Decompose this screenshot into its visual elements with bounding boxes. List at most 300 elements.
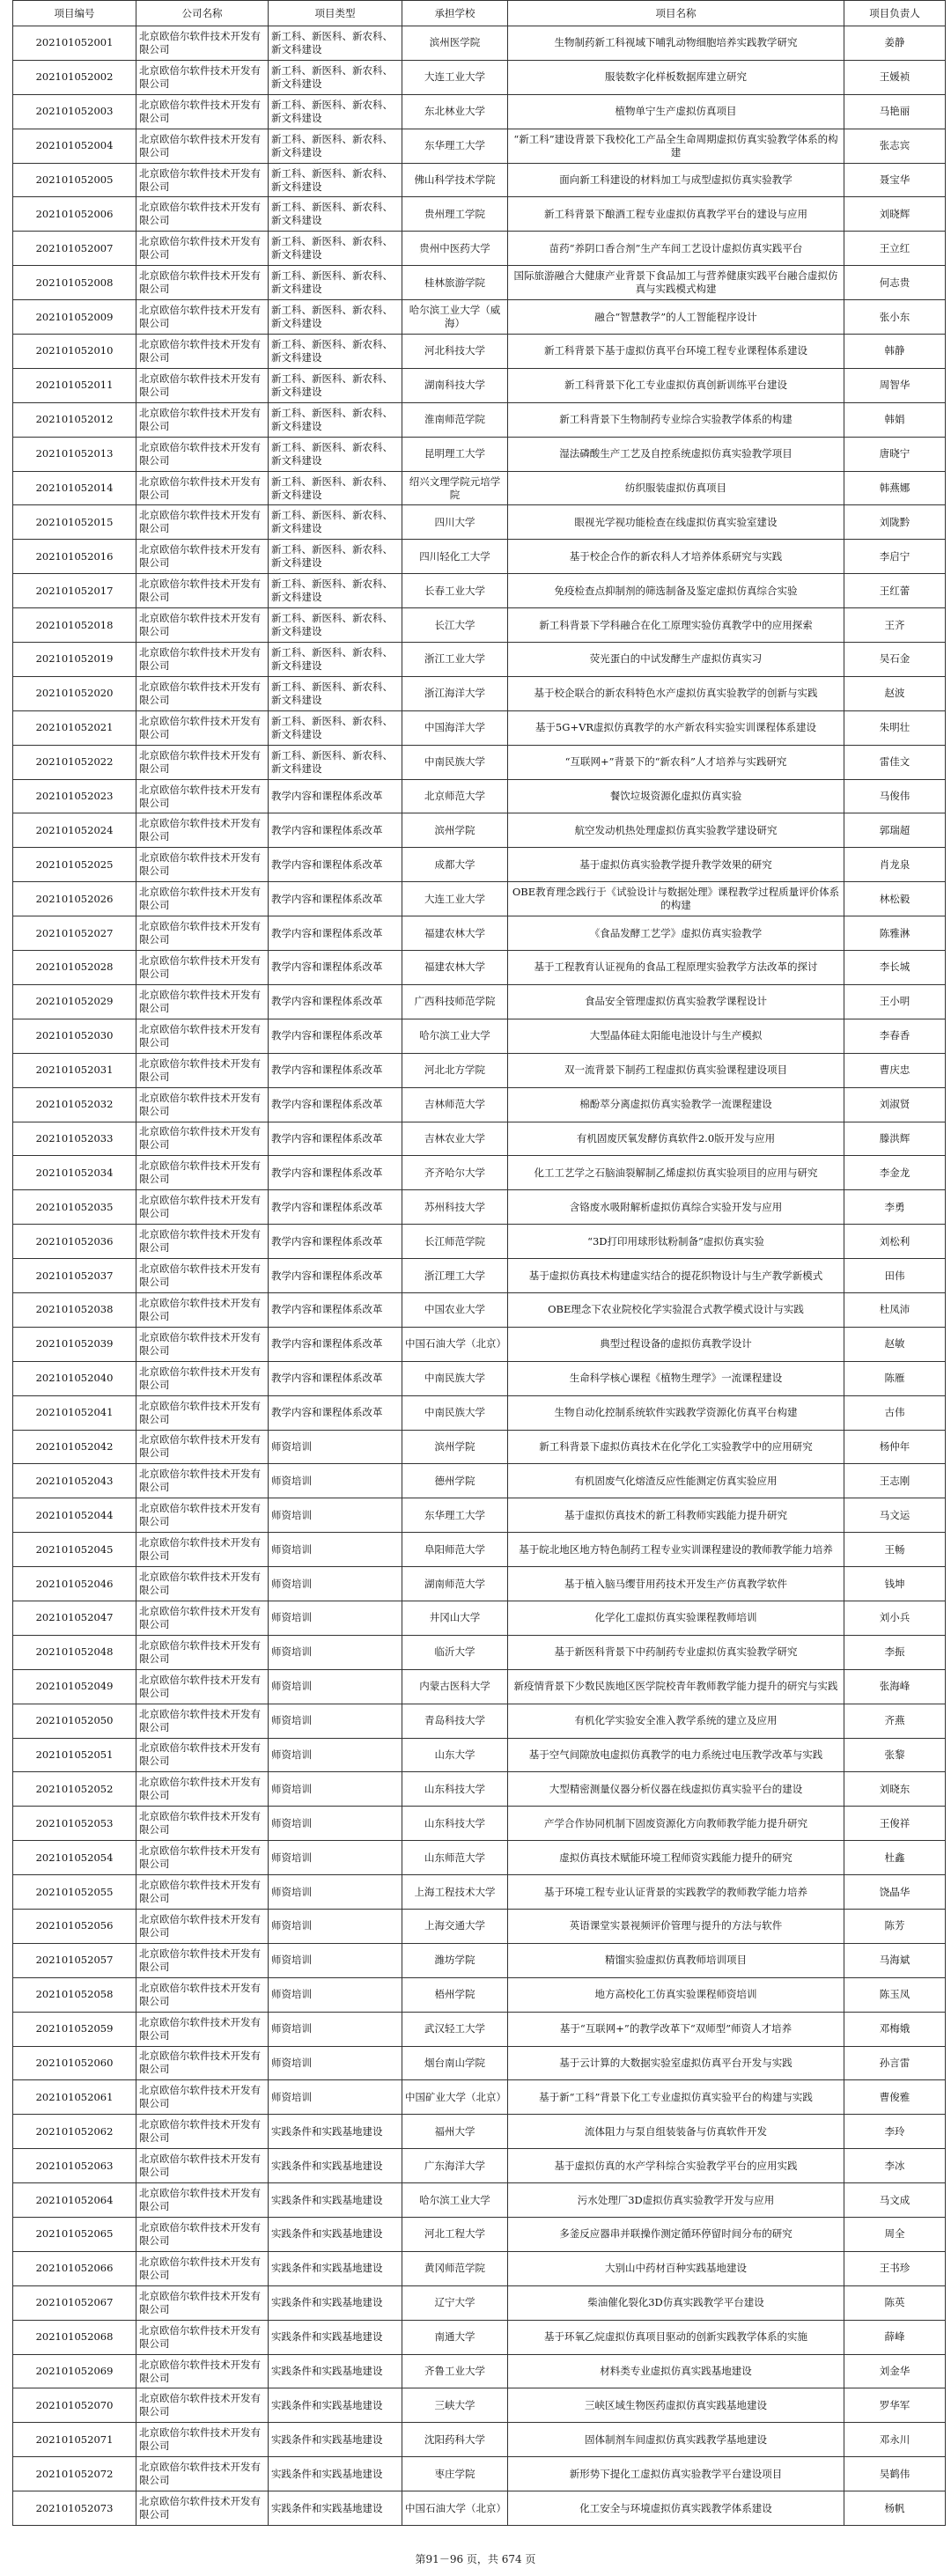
cell-leader: 王红蕾 [844, 574, 946, 608]
cell-company: 北京欧倍尔软件技术开发有限公司 [136, 1841, 269, 1875]
cell-leader: 田伟 [844, 1259, 946, 1293]
cell-company: 北京欧倍尔软件技术开发有限公司 [136, 505, 269, 540]
cell-project-id: 202101052054 [13, 1841, 136, 1875]
cell-leader: 林松毅 [844, 882, 946, 916]
table-row [13, 1053, 946, 1087]
cell-company: 北京欧倍尔软件技术开发有限公司 [136, 437, 269, 471]
cell-company: 北京欧倍尔软件技术开发有限公司 [136, 300, 269, 335]
cell-school: 东华理工大学 [402, 129, 508, 163]
cell-project-name: 有机固废气化熔渣反应性能测定仿真实验应用 [508, 1464, 844, 1498]
cell-school: 滨州学院 [402, 813, 508, 848]
cell-leader: 罗华军 [844, 2388, 946, 2423]
cell-project-type: 教学内容和课程体系改革 [269, 1361, 402, 1395]
cell-company: 北京欧倍尔软件技术开发有限公司 [136, 232, 269, 266]
cell-project-name: 棉酚萃分离虚拟仿真实验教学一流课程建设 [508, 1087, 844, 1122]
cell-school: 东北林业大学 [402, 94, 508, 129]
cell-project-id: 202101052016 [13, 540, 136, 574]
cell-project-name: 餐饮垃圾资源化虚拟仿真实验 [508, 779, 844, 813]
cell-school: 福建农林大学 [402, 916, 508, 951]
table-row [13, 2218, 946, 2252]
cell-school: 哈尔滨工业大学 [402, 1019, 508, 1053]
cell-project-type: 师资培训 [269, 1567, 402, 1601]
cell-project-id: 202101052022 [13, 745, 136, 779]
cell-company: 北京欧倍尔软件技术开发有限公司 [136, 1498, 269, 1533]
cell-project-name: 荧光蛋白的中试发酵生产虚拟仿真实习 [508, 643, 844, 677]
cell-project-id: 202101052040 [13, 1361, 136, 1395]
cell-project-id: 202101052021 [13, 710, 136, 745]
cell-project-name: 英语课堂实景视频评价管理与提升的方法与软件 [508, 1909, 844, 1943]
cell-company: 北京欧倍尔软件技术开发有限公司 [136, 1464, 269, 1498]
cell-company: 北京欧倍尔软件技术开发有限公司 [136, 1019, 269, 1053]
table-row [13, 2012, 946, 2046]
cell-leader: 刘淑贤 [844, 1087, 946, 1122]
cell-project-id: 202101052011 [13, 368, 136, 402]
table-row [13, 129, 946, 163]
cell-leader: 张志宾 [844, 129, 946, 163]
cell-project-name: 植物单宁生产虚拟仿真项目 [508, 94, 844, 129]
table-row [13, 1977, 946, 2012]
cell-school: 青岛科技大学 [402, 1704, 508, 1738]
cell-project-name: OBE理念下农业院校化学实验混合式教学模式设计与实践 [508, 1292, 844, 1327]
cell-project-type: 实践条件和实践基地建设 [269, 2491, 402, 2526]
cell-company: 北京欧倍尔软件技术开发有限公司 [136, 1087, 269, 1122]
cell-company: 北京欧倍尔软件技术开发有限公司 [136, 197, 269, 232]
cell-company: 北京欧倍尔软件技术开发有限公司 [136, 1053, 269, 1087]
table-row [13, 1635, 946, 1669]
cell-project-type: 师资培训 [269, 1704, 402, 1738]
cell-project-type: 教学内容和课程体系改革 [269, 951, 402, 985]
cell-project-type: 实践条件和实践基地建设 [269, 2149, 402, 2183]
cell-project-type: 师资培训 [269, 1533, 402, 1567]
cell-project-name: 精馏实验虚拟仿真教师培训项目 [508, 1943, 844, 1977]
cell-leader: 薛峰 [844, 2320, 946, 2354]
cell-project-name: 融合“智慧教学”的人工智能程序设计 [508, 300, 844, 335]
cell-company: 北京欧倍尔软件技术开发有限公司 [136, 266, 269, 300]
cell-leader: 马文运 [844, 1498, 946, 1533]
cell-project-type: 新工科、新医科、新农科、新文科建设 [269, 608, 402, 643]
cell-leader: 赵敏 [844, 1327, 946, 1361]
cell-project-name: 基于校企联合的新农科特色水产虚拟仿真实验教学的创新与实践 [508, 676, 844, 710]
cell-leader: 古伟 [844, 1395, 946, 1430]
cell-project-type: 教学内容和课程体系改革 [269, 1122, 402, 1156]
cell-project-name: “3D打印用球形钛粉制备”虚拟仿真实验 [508, 1225, 844, 1259]
cell-school: 中南民族大学 [402, 1395, 508, 1430]
cell-school: 浙江海洋大学 [402, 676, 508, 710]
cell-company: 北京欧倍尔软件技术开发有限公司 [136, 1292, 269, 1327]
cell-project-type: 新工科、新医科、新农科、新文科建设 [269, 335, 402, 369]
cell-school: 河北科技大学 [402, 335, 508, 369]
table-row [13, 1156, 946, 1190]
table-row [13, 2285, 946, 2320]
cell-project-name: OBE教育理念践行于《试验设计与数据处理》课程教学过程质量评价体系的构建 [508, 882, 844, 916]
cell-school: 烟台南山学院 [402, 2046, 508, 2080]
cell-leader: 唐晓宁 [844, 437, 946, 471]
cell-school: 齐鲁工业大学 [402, 2354, 508, 2388]
table-row [13, 2251, 946, 2285]
table-row [13, 882, 946, 916]
cell-project-name: 典型过程设备的虚拟仿真教学设计 [508, 1327, 844, 1361]
cell-project-type: 实践条件和实践基地建设 [269, 2115, 402, 2149]
table-row [13, 2320, 946, 2354]
cell-company: 北京欧倍尔软件技术开发有限公司 [136, 676, 269, 710]
cell-project-name: 化工工艺学之石脑油裂解制乙烯虚拟仿真实验项目的应用与研究 [508, 1156, 844, 1190]
cell-project-name: 柴油催化裂化3D仿真实践教学平台建设 [508, 2285, 844, 2320]
cell-leader: 王媛祯 [844, 60, 946, 94]
cell-school: 山东师范大学 [402, 1841, 508, 1875]
cell-project-name: 生物自动化控制系统软件实践教学资源化仿真平台构建 [508, 1395, 844, 1430]
cell-project-type: 新工科、新医科、新农科、新文科建设 [269, 505, 402, 540]
header-school: 承担学校 [402, 1, 508, 26]
cell-project-id: 202101052037 [13, 1259, 136, 1293]
table-row [13, 2388, 946, 2423]
cell-school: 长江师范学院 [402, 1225, 508, 1259]
cell-leader: 刘晓东 [844, 1772, 946, 1807]
cell-project-id: 202101052052 [13, 1772, 136, 1807]
table-row [13, 745, 946, 779]
cell-company: 北京欧倍尔软件技术开发有限公司 [136, 2285, 269, 2320]
cell-company: 北京欧倍尔软件技术开发有限公司 [136, 2354, 269, 2388]
cell-project-type: 新工科、新医科、新农科、新文科建设 [269, 574, 402, 608]
cell-leader: 杜鑫 [844, 1841, 946, 1875]
cell-company: 北京欧倍尔软件技术开发有限公司 [136, 1807, 269, 1841]
cell-company: 北京欧倍尔软件技术开发有限公司 [136, 2012, 269, 2046]
cell-project-id: 202101052032 [13, 1087, 136, 1122]
cell-project-id: 202101052005 [13, 163, 136, 197]
table-row [13, 402, 946, 437]
cell-project-name: 固体制剂车间虚拟仿真实践教学基地建设 [508, 2423, 844, 2457]
table-row [13, 1669, 946, 1704]
cell-company: 北京欧倍尔软件技术开发有限公司 [136, 2423, 269, 2457]
cell-leader: 曹庆忠 [844, 1053, 946, 1087]
cell-project-type: 教学内容和课程体系改革 [269, 1259, 402, 1293]
table-row [13, 1533, 946, 1567]
table-row [13, 60, 946, 94]
cell-company: 北京欧倍尔软件技术开发有限公司 [136, 2457, 269, 2491]
cell-project-id: 202101052042 [13, 1430, 136, 1464]
table-row [13, 2423, 946, 2457]
cell-company: 北京欧倍尔软件技术开发有限公司 [136, 951, 269, 985]
cell-project-type: 教学内容和课程体系改革 [269, 1395, 402, 1430]
table-row [13, 1738, 946, 1772]
cell-leader: 杨帆 [844, 2491, 946, 2526]
cell-project-name: 生命科学核心课程《植物生理学》一流课程建设 [508, 1361, 844, 1395]
cell-company: 北京欧倍尔软件技术开发有限公司 [136, 882, 269, 916]
cell-project-name: 材料类专业虚拟仿真实践基地建设 [508, 2354, 844, 2388]
cell-school: 长春工业大学 [402, 574, 508, 608]
cell-project-name: 基于5G+VR虚拟仿真教学的水产新农科实验实训课程体系建设 [508, 710, 844, 745]
table-row [13, 2080, 946, 2115]
cell-project-id: 202101052014 [13, 471, 136, 505]
project-list-sheet [12, 0, 951, 2526]
cell-project-type: 实践条件和实践基地建设 [269, 2320, 402, 2354]
table-row [13, 2149, 946, 2183]
cell-project-id: 202101052066 [13, 2251, 136, 2285]
cell-project-id: 202101052069 [13, 2354, 136, 2388]
cell-project-name: 化工安全与环境虚拟仿真实践教学体系建设 [508, 2491, 844, 2526]
table-row [13, 335, 946, 369]
cell-project-type: 师资培训 [269, 2046, 402, 2080]
cell-project-id: 202101052043 [13, 1464, 136, 1498]
cell-project-type: 实践条件和实践基地建设 [269, 2457, 402, 2491]
cell-project-type: 教学内容和课程体系改革 [269, 916, 402, 951]
table-row [13, 505, 946, 540]
cell-project-type: 新工科、新医科、新农科、新文科建设 [269, 232, 402, 266]
cell-project-id: 202101052048 [13, 1635, 136, 1669]
cell-company: 北京欧倍尔软件技术开发有限公司 [136, 1190, 269, 1225]
cell-school: 贵州理工学院 [402, 197, 508, 232]
cell-school: 枣庄学院 [402, 2457, 508, 2491]
cell-company: 北京欧倍尔软件技术开发有限公司 [136, 2251, 269, 2285]
table-row [13, 1190, 946, 1225]
cell-company: 北京欧倍尔软件技术开发有限公司 [136, 1977, 269, 2012]
cell-project-id: 202101052068 [13, 2320, 136, 2354]
cell-leader: 何志贵 [844, 266, 946, 300]
header-project-name: 项目名称 [508, 1, 844, 26]
header-project-id: 项目编号 [13, 1, 136, 26]
table-row [13, 2115, 946, 2149]
cell-company: 北京欧倍尔软件技术开发有限公司 [136, 1395, 269, 1430]
cell-project-id: 202101052070 [13, 2388, 136, 2423]
cell-school: 四川大学 [402, 505, 508, 540]
table-row [13, 1087, 946, 1122]
cell-leader: 韩静 [844, 335, 946, 369]
cell-project-type: 新工科、新医科、新农科、新文科建设 [269, 300, 402, 335]
cell-school: 东华理工大学 [402, 1498, 508, 1533]
cell-project-id: 202101052001 [13, 26, 136, 61]
cell-project-type: 新工科、新医科、新农科、新文科建设 [269, 197, 402, 232]
cell-school: 井冈山大学 [402, 1601, 508, 1635]
cell-project-type: 教学内容和课程体系改革 [269, 1292, 402, 1327]
cell-leader: 李勇 [844, 1190, 946, 1225]
cell-project-id: 202101052056 [13, 1909, 136, 1943]
cell-company: 北京欧倍尔软件技术开发有限公司 [136, 540, 269, 574]
cell-company: 北京欧倍尔软件技术开发有限公司 [136, 1704, 269, 1738]
cell-project-name: 基于虚拟仿真实验教学提升教学效果的研究 [508, 848, 844, 882]
cell-company: 北京欧倍尔软件技术开发有限公司 [136, 1601, 269, 1635]
cell-project-type: 新工科、新医科、新农科、新文科建设 [269, 163, 402, 197]
cell-school: 河北工程大学 [402, 2218, 508, 2252]
cell-school: 中国石油大学（北京） [402, 2491, 508, 2526]
cell-school: 四川轻化工大学 [402, 540, 508, 574]
cell-project-name: 大别山中药材百种实践基地建设 [508, 2251, 844, 2285]
cell-school: 广东海洋大学 [402, 2149, 508, 2183]
cell-company: 北京欧倍尔软件技术开发有限公司 [136, 1567, 269, 1601]
cell-project-name: 基于环氧乙烷虚拟仿真项目驱动的创新实践教学体系的实施 [508, 2320, 844, 2354]
cell-project-name: 基于“互联网+”的教学改革下“双师型”师资人才培养 [508, 2012, 844, 2046]
cell-leader: 马文成 [844, 2183, 946, 2218]
cell-leader: 李启宁 [844, 540, 946, 574]
cell-leader: 杜凤沛 [844, 1292, 946, 1327]
header-company: 公司名称 [136, 1, 269, 26]
cell-project-type: 教学内容和课程体系改革 [269, 1190, 402, 1225]
cell-company: 北京欧倍尔软件技术开发有限公司 [136, 1635, 269, 1669]
table-row [13, 2183, 946, 2218]
cell-leader: 郭瑞超 [844, 813, 946, 848]
cell-project-type: 实践条件和实践基地建设 [269, 2388, 402, 2423]
cell-school: 滨州医学院 [402, 26, 508, 61]
cell-project-type: 实践条件和实践基地建设 [269, 2251, 402, 2285]
cell-project-type: 新工科、新医科、新农科、新文科建设 [269, 471, 402, 505]
cell-company: 北京欧倍尔软件技术开发有限公司 [136, 1361, 269, 1395]
cell-project-name: 有机固废厌氧发酵仿真软件2.0版开发与应用 [508, 1122, 844, 1156]
cell-school: 阜阳师范大学 [402, 1533, 508, 1567]
cell-project-type: 师资培训 [269, 1430, 402, 1464]
cell-school: 浙江工业大学 [402, 643, 508, 677]
cell-project-type: 新工科、新医科、新农科、新文科建设 [269, 129, 402, 163]
cell-company: 北京欧倍尔软件技术开发有限公司 [136, 26, 269, 61]
cell-project-name: 食品安全管理虚拟仿真实验教学课程设计 [508, 984, 844, 1019]
cell-project-type: 师资培训 [269, 1669, 402, 1704]
cell-school: 三峡大学 [402, 2388, 508, 2423]
cell-school: 湖南科技大学 [402, 368, 508, 402]
table-row [13, 710, 946, 745]
table-row [13, 643, 946, 677]
cell-leader: 李玲 [844, 2115, 946, 2149]
table-row [13, 813, 946, 848]
cell-school: 潍坊学院 [402, 1943, 508, 1977]
cell-project-name: 基于植入脑马缨苷用药技术开发生产仿真教学软件 [508, 1567, 844, 1601]
cell-project-name: 基于新医科背景下中药制药专业虚拟仿真实验教学研究 [508, 1635, 844, 1669]
table-row [13, 1807, 946, 1841]
cell-project-name: 生物制药新工科视域下哺乳动物细胞培养实践教学研究 [508, 26, 844, 61]
cell-project-id: 202101052038 [13, 1292, 136, 1327]
cell-school: 浙江理工大学 [402, 1259, 508, 1293]
table-row [13, 779, 946, 813]
cell-project-id: 202101052015 [13, 505, 136, 540]
cell-company: 北京欧倍尔软件技术开发有限公司 [136, 710, 269, 745]
cell-project-type: 教学内容和课程体系改革 [269, 882, 402, 916]
cell-project-id: 202101052055 [13, 1875, 136, 1910]
cell-project-type: 实践条件和实践基地建设 [269, 2183, 402, 2218]
cell-leader: 刘金华 [844, 2354, 946, 2388]
cell-company: 北京欧倍尔软件技术开发有限公司 [136, 1875, 269, 1910]
cell-project-name: 苗药“养阴口香合剂”生产车间工艺设计虚拟仿真实践平台 [508, 232, 844, 266]
cell-project-type: 师资培训 [269, 1635, 402, 1669]
cell-company: 北京欧倍尔软件技术开发有限公司 [136, 60, 269, 94]
cell-leader: 肖龙泉 [844, 848, 946, 882]
cell-company: 北京欧倍尔软件技术开发有限公司 [136, 2149, 269, 2183]
cell-company: 北京欧倍尔软件技术开发有限公司 [136, 1122, 269, 1156]
cell-project-type: 教学内容和课程体系改革 [269, 813, 402, 848]
table-row [13, 984, 946, 1019]
cell-leader: 朱明壮 [844, 710, 946, 745]
cell-company: 北京欧倍尔软件技术开发有限公司 [136, 848, 269, 882]
cell-school: 昆明理工大学 [402, 437, 508, 471]
cell-company: 北京欧倍尔软件技术开发有限公司 [136, 402, 269, 437]
cell-leader: 曹俊雅 [844, 2080, 946, 2115]
cell-leader: 孙言雷 [844, 2046, 946, 2080]
cell-school: 山东科技大学 [402, 1807, 508, 1841]
cell-project-type: 教学内容和课程体系改革 [269, 779, 402, 813]
cell-leader: 杨仲年 [844, 1430, 946, 1464]
cell-project-name: 新工科背景下学科融合在化工原理实验仿真教学中的应用探索 [508, 608, 844, 643]
cell-project-name: 化学化工虚拟仿真实验课程教师培训 [508, 1601, 844, 1635]
table-row [13, 437, 946, 471]
cell-project-id: 202101052051 [13, 1738, 136, 1772]
cell-school: 福州大学 [402, 2115, 508, 2149]
cell-project-name: 眼视光学视功能检查在线虚拟仿真实验室建设 [508, 505, 844, 540]
cell-leader: 刘晓辉 [844, 197, 946, 232]
table-row [13, 1395, 946, 1430]
cell-company: 北京欧倍尔软件技术开发有限公司 [136, 1259, 269, 1293]
cell-company: 北京欧倍尔软件技术开发有限公司 [136, 368, 269, 402]
cell-company: 北京欧倍尔软件技术开发有限公司 [136, 643, 269, 677]
cell-company: 北京欧倍尔软件技术开发有限公司 [136, 1430, 269, 1464]
cell-project-id: 202101052060 [13, 2046, 136, 2080]
cell-project-type: 新工科、新医科、新农科、新文科建设 [269, 266, 402, 300]
cell-school: 成都大学 [402, 848, 508, 882]
cell-project-type: 新工科、新医科、新农科、新文科建设 [269, 26, 402, 61]
cell-company: 北京欧倍尔软件技术开发有限公司 [136, 2388, 269, 2423]
cell-project-type: 新工科、新医科、新农科、新文科建设 [269, 745, 402, 779]
cell-project-name: 有机化学实验安全准入教学系统的建立及应用 [508, 1704, 844, 1738]
cell-leader: 李长城 [844, 951, 946, 985]
cell-company: 北京欧倍尔软件技术开发有限公司 [136, 2320, 269, 2354]
cell-leader: 王立红 [844, 232, 946, 266]
cell-project-type: 新工科、新医科、新农科、新文科建设 [269, 94, 402, 129]
table-row [13, 1430, 946, 1464]
cell-project-id: 202101052002 [13, 60, 136, 94]
cell-project-type: 教学内容和课程体系改革 [269, 1156, 402, 1190]
cell-school: 沈阳药科大学 [402, 2423, 508, 2457]
table-row [13, 1772, 946, 1807]
cell-project-name: 服装数字化样板数据库建立研究 [508, 60, 844, 94]
table-row [13, 1019, 946, 1053]
cell-project-id: 202101052006 [13, 197, 136, 232]
cell-project-name: 地方高校化工仿真实验课程师资培训 [508, 1977, 844, 2012]
cell-company: 北京欧倍尔软件技术开发有限公司 [136, 984, 269, 1019]
cell-leader: 赵波 [844, 676, 946, 710]
table-row [13, 1327, 946, 1361]
cell-project-id: 202101052034 [13, 1156, 136, 1190]
cell-school: 北京师范大学 [402, 779, 508, 813]
cell-leader: 陈英 [844, 2285, 946, 2320]
cell-project-type: 新工科、新医科、新农科、新文科建设 [269, 368, 402, 402]
table-row [13, 368, 946, 402]
cell-school: 贵州中医药大学 [402, 232, 508, 266]
cell-school: 中南民族大学 [402, 1361, 508, 1395]
cell-school: 上海交通大学 [402, 1909, 508, 1943]
cell-project-id: 202101052044 [13, 1498, 136, 1533]
cell-project-type: 师资培训 [269, 2080, 402, 2115]
header-project-type: 项目类型 [269, 1, 402, 26]
cell-project-id: 202101052024 [13, 813, 136, 848]
cell-school: 淮南师范学院 [402, 402, 508, 437]
cell-project-type: 新工科、新医科、新农科、新文科建设 [269, 676, 402, 710]
cell-leader: 王书珍 [844, 2251, 946, 2285]
cell-project-id: 202101052007 [13, 232, 136, 266]
cell-project-id: 202101052012 [13, 402, 136, 437]
cell-school: 哈尔滨工业大学 [402, 2183, 508, 2218]
table-row [13, 540, 946, 574]
table-row [13, 1567, 946, 1601]
cell-school: 德州学院 [402, 1464, 508, 1498]
cell-leader: 齐燕 [844, 1704, 946, 1738]
table-row [13, 848, 946, 882]
cell-school: 上海工程技术大学 [402, 1875, 508, 1910]
cell-project-name: 大型晶体硅太阳能电池设计与生产模拟 [508, 1019, 844, 1053]
cell-project-name: 基于工程教育认证视角的食品工程原理实验教学方法改革的探讨 [508, 951, 844, 985]
cell-project-name: 国际旅游融合大健康产业背景下食品加工与营养健康实践平台融合虚拟仿真与实践模式构建 [508, 266, 844, 300]
cell-school: 大连工业大学 [402, 882, 508, 916]
cell-project-type: 实践条件和实践基地建设 [269, 2423, 402, 2457]
cell-company: 北京欧倍尔软件技术开发有限公司 [136, 163, 269, 197]
table-row [13, 1292, 946, 1327]
cell-project-type: 师资培训 [269, 1875, 402, 1910]
cell-school: 河北北方学院 [402, 1053, 508, 1087]
cell-school: 中南民族大学 [402, 745, 508, 779]
cell-project-type: 师资培训 [269, 1977, 402, 2012]
